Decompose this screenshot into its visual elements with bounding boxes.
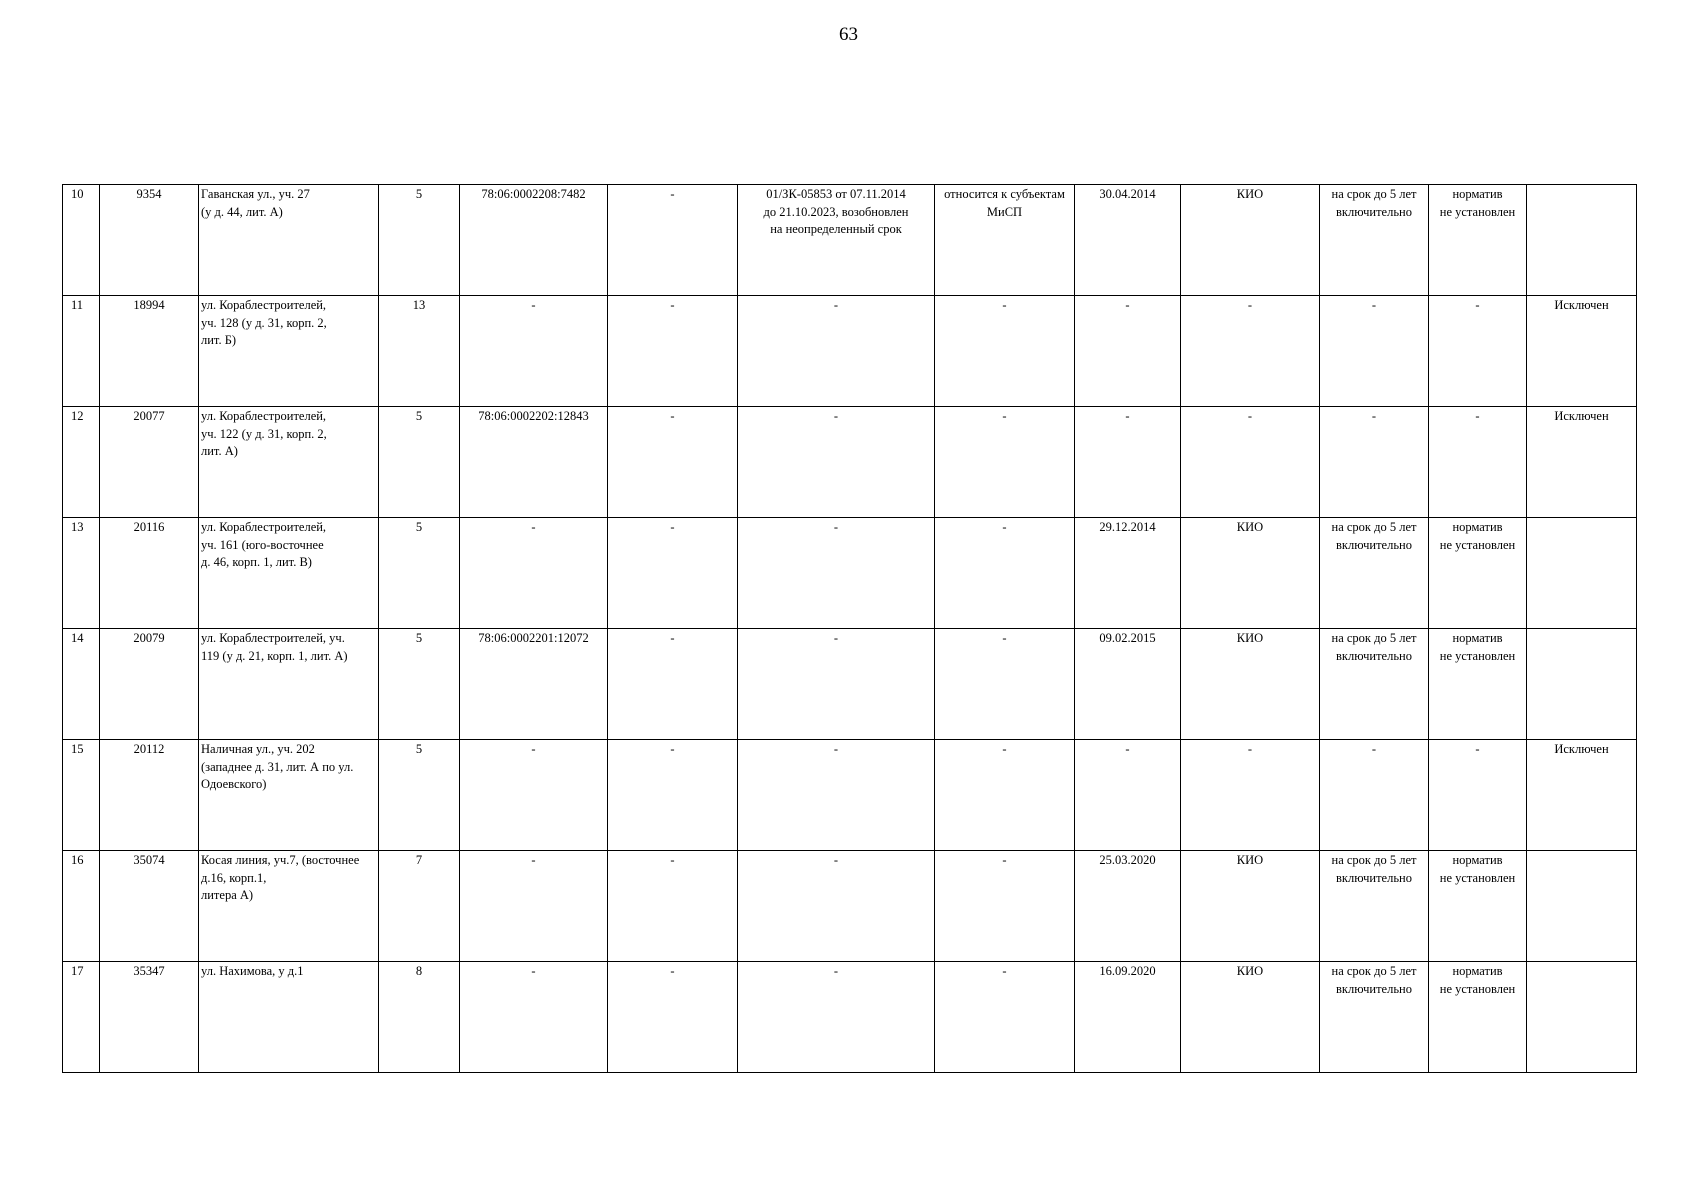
address-cell: ул. Кораблестроителей, уч. 119 (у д. 21, корп. 1, лит. А)	[199, 629, 379, 740]
authority-cell: КИО	[1181, 518, 1320, 629]
row-number-cell: 15	[63, 740, 100, 851]
note-cell: Исключен	[1527, 407, 1637, 518]
cadastral-number-cell: -	[460, 962, 608, 1073]
contract-cell: -	[738, 851, 935, 962]
table-row	[63, 185, 1637, 296]
date-cell: 09.02.2015	[1075, 629, 1181, 740]
address-cell: Косая линия, уч.7, (восточнее д.16, корп.1, литера А)	[199, 851, 379, 962]
row-number-cell: 11	[63, 296, 100, 407]
authority-cell: КИО	[1181, 629, 1320, 740]
category-cell: -	[935, 407, 1075, 518]
table-row	[63, 296, 1637, 407]
date-cell: -	[1075, 740, 1181, 851]
cadastral-number-cell: -	[460, 518, 608, 629]
contract-cell: 01/ЗК-05853 от 07.11.2014 до 21.10.2023, возобновлен на неопределенный срок	[738, 185, 935, 296]
column-6-cell: -	[608, 629, 738, 740]
table-row	[63, 407, 1637, 518]
norm-cell: норматив не установлен	[1429, 962, 1527, 1073]
object-id-cell: 35347	[100, 962, 199, 1073]
authority-cell: КИО	[1181, 185, 1320, 296]
note-cell: Исключен	[1527, 740, 1637, 851]
term-cell: на срок до 5 лет включительно	[1320, 851, 1429, 962]
row-number-cell: 16	[63, 851, 100, 962]
note-cell	[1527, 518, 1637, 629]
object-id-cell: 20112	[100, 740, 199, 851]
table-row	[63, 851, 1637, 962]
object-id-cell: 20077	[100, 407, 199, 518]
row-number-cell: 13	[63, 518, 100, 629]
note-cell	[1527, 185, 1637, 296]
note-cell	[1527, 629, 1637, 740]
norm-cell: норматив не установлен	[1429, 518, 1527, 629]
category-cell: -	[935, 629, 1075, 740]
norm-cell: норматив не установлен	[1429, 851, 1527, 962]
norm-cell: -	[1429, 296, 1527, 407]
column-6-cell: -	[608, 740, 738, 851]
term-cell: на срок до 5 лет включительно	[1320, 629, 1429, 740]
object-id-cell: 9354	[100, 185, 199, 296]
category-cell: -	[935, 296, 1075, 407]
places-count-cell: 13	[379, 296, 460, 407]
authority-cell: -	[1181, 407, 1320, 518]
places-count-cell: 7	[379, 851, 460, 962]
date-cell: 25.03.2020	[1075, 851, 1181, 962]
cadastral-number-cell: -	[460, 740, 608, 851]
authority-cell: -	[1181, 740, 1320, 851]
date-cell: 16.09.2020	[1075, 962, 1181, 1073]
cadastral-number-cell: 78:06:0002202:12843	[460, 407, 608, 518]
term-cell: -	[1320, 296, 1429, 407]
object-id-cell: 18994	[100, 296, 199, 407]
authority-cell: КИО	[1181, 851, 1320, 962]
places-count-cell: 5	[379, 407, 460, 518]
table-row	[63, 740, 1637, 851]
note-cell	[1527, 962, 1637, 1073]
address-cell: ул. Кораблестроителей, уч. 122 (у д. 31, корп. 2, лит. А)	[199, 407, 379, 518]
term-cell: на срок до 5 лет включительно	[1320, 962, 1429, 1073]
column-6-cell: -	[608, 407, 738, 518]
authority-cell: КИО	[1181, 962, 1320, 1073]
term-cell: -	[1320, 407, 1429, 518]
column-6-cell: -	[608, 962, 738, 1073]
page-number: 63	[839, 24, 858, 45]
contract-cell: -	[738, 518, 935, 629]
norm-cell: норматив не установлен	[1429, 185, 1527, 296]
registry-table-body	[63, 185, 1637, 1073]
table-row	[63, 518, 1637, 629]
row-number-cell: 17	[63, 962, 100, 1073]
cadastral-number-cell: -	[460, 851, 608, 962]
column-6-cell: -	[608, 296, 738, 407]
date-cell: 30.04.2014	[1075, 185, 1181, 296]
address-cell: ул. Кораблестроителей, уч. 128 (у д. 31, корп. 2, лит. Б)	[199, 296, 379, 407]
table-row	[63, 629, 1637, 740]
places-count-cell: 5	[379, 518, 460, 629]
date-cell: -	[1075, 407, 1181, 518]
contract-cell: -	[738, 962, 935, 1073]
object-id-cell: 20079	[100, 629, 199, 740]
category-cell: -	[935, 740, 1075, 851]
contract-cell: -	[738, 629, 935, 740]
row-number-cell: 12	[63, 407, 100, 518]
row-number-cell: 14	[63, 629, 100, 740]
note-cell: Исключен	[1527, 296, 1637, 407]
category-cell: относится к субъектам МиСП	[935, 185, 1075, 296]
registry-table	[62, 184, 1637, 1073]
places-count-cell: 5	[379, 740, 460, 851]
table-row	[63, 962, 1637, 1073]
cadastral-number-cell: 78:06:0002201:12072	[460, 629, 608, 740]
column-6-cell: -	[608, 518, 738, 629]
norm-cell: норматив не установлен	[1429, 629, 1527, 740]
column-6-cell: -	[608, 851, 738, 962]
contract-cell: -	[738, 407, 935, 518]
address-cell: ул. Кораблестроителей, уч. 161 (юго-восточнее д. 46, корп. 1, лит. В)	[199, 518, 379, 629]
date-cell: -	[1075, 296, 1181, 407]
term-cell: -	[1320, 740, 1429, 851]
term-cell: на срок до 5 лет включительно	[1320, 518, 1429, 629]
places-count-cell: 8	[379, 962, 460, 1073]
cadastral-number-cell: 78:06:0002208:7482	[460, 185, 608, 296]
object-id-cell: 20116	[100, 518, 199, 629]
category-cell: -	[935, 851, 1075, 962]
address-cell: Наличная ул., уч. 202 (западнее д. 31, лит. А по ул. Одоевского)	[199, 740, 379, 851]
norm-cell: -	[1429, 740, 1527, 851]
category-cell: -	[935, 962, 1075, 1073]
cadastral-number-cell: -	[460, 296, 608, 407]
note-cell	[1527, 851, 1637, 962]
address-cell: ул. Нахимова, у д.1	[199, 962, 379, 1073]
row-number-cell: 10	[63, 185, 100, 296]
address-cell: Гаванская ул., уч. 27 (у д. 44, лит. А)	[199, 185, 379, 296]
column-6-cell: -	[608, 185, 738, 296]
contract-cell: -	[738, 740, 935, 851]
category-cell: -	[935, 518, 1075, 629]
places-count-cell: 5	[379, 185, 460, 296]
date-cell: 29.12.2014	[1075, 518, 1181, 629]
object-id-cell: 35074	[100, 851, 199, 962]
places-count-cell: 5	[379, 629, 460, 740]
authority-cell: -	[1181, 296, 1320, 407]
norm-cell: -	[1429, 407, 1527, 518]
term-cell: на срок до 5 лет включительно	[1320, 185, 1429, 296]
contract-cell: -	[738, 296, 935, 407]
